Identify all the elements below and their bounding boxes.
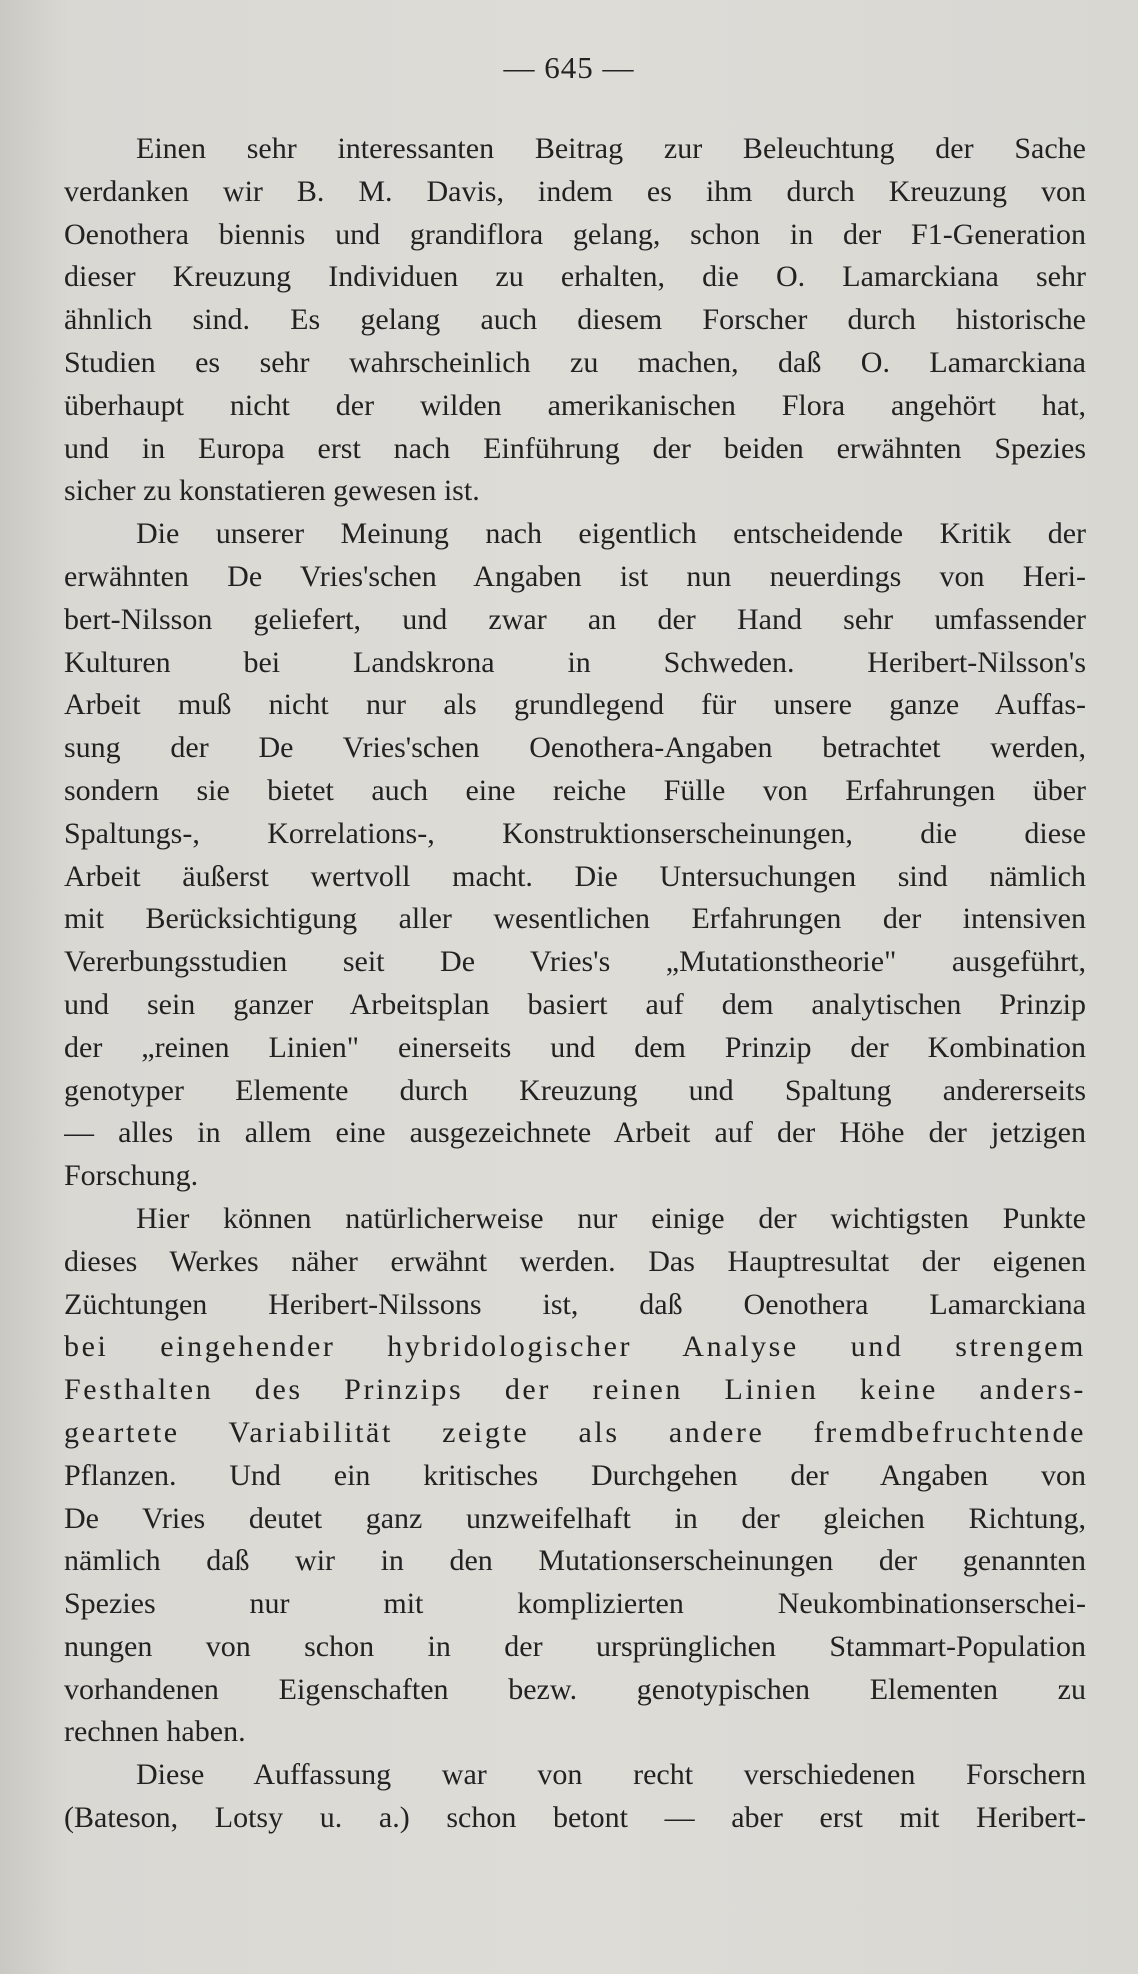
text-line: und sein ganzer Arbeitsplan basiert auf dem analytischen Prinzip — [64, 987, 1086, 1021]
text-line: bei eingehender hybridologischer Analyse und strengem — [64, 1330, 1086, 1364]
text-line: Züchtungen Heribert-Nilssons ist, daß Oenothera Lamarckiana — [64, 1287, 1086, 1321]
text-line: Diese Auffassung war von recht verschiedenen Forschern — [136, 1758, 1086, 1792]
text-line: der „reinen Linien" einerseits und dem Prinzip der Kombination — [64, 1030, 1086, 1064]
text-line: sicher zu konstatieren gewesen ist. — [64, 474, 480, 508]
text-line: Spezies nur mit komplizierten Neukombinationserschei- — [64, 1587, 1086, 1621]
text-line: sondern sie bietet auch eine reiche Fülle von Erfahrungen über — [64, 773, 1086, 807]
text-line: Arbeit äußerst wertvoll macht. Die Untersuchungen sind nämlich — [64, 859, 1086, 893]
text-line: sung der De Vries'schen Oenothera-Angaben betrachtet werden, — [64, 731, 1086, 765]
text-line: Forschung. — [64, 1159, 199, 1193]
text-line: Die unserer Meinung nach eigentlich entscheidende Kritik der — [136, 517, 1086, 551]
text-line: De Vries deutet ganz unzweifelhaft in der gleichen Richtung, — [64, 1501, 1086, 1535]
text-line: Spaltungs-, Korrelations-, Konstruktionserscheinungen, die diese — [64, 816, 1086, 850]
text-line: genotyper Elemente durch Kreuzung und Spaltung andererseits — [64, 1073, 1086, 1107]
body-text — [64, 128, 1086, 1840]
text-line: und in Europa erst nach Einführung der beiden erwähnten Spezies — [64, 431, 1086, 465]
text-line: rechnen haben. — [64, 1715, 246, 1749]
text-line: mit Berücksichtigung aller wesentlichen Erfahrungen der intensiven — [64, 902, 1086, 936]
text-line: nungen von schon in der ursprünglichen Stammart-Population — [64, 1629, 1086, 1663]
text-line: Vererbungsstudien seit De Vries's „Mutationstheorie" ausgeführt, — [64, 945, 1086, 979]
text-line: Einen sehr interessanten Beitrag zur Beleuchtung der Sache — [136, 132, 1086, 165]
text-line: bert-Nilsson geliefert, und zwar an der Hand sehr umfassender — [64, 602, 1086, 636]
text-line: verdanken wir B. M. Davis, indem es ihm durch Kreuzung von — [64, 174, 1086, 208]
text-line: nämlich daß wir in den Mutationserscheinungen der genannten — [64, 1544, 1086, 1578]
text-line: dieser Kreuzung Individuen zu erhalten, die O. Lamarckiana sehr — [64, 260, 1086, 294]
text-line: Oenothera biennis und grandiflora gelang, schon in der F1-Generation — [64, 217, 1086, 251]
text-line: Arbeit muß nicht nur als grundlegend für unsere ganze Auffas- — [64, 688, 1086, 722]
text-line: Pflanzen. Und ein kritisches Durchgehen der Angaben von — [64, 1458, 1086, 1492]
text-line: dieses Werkes näher erwähnt werden. Das Hauptresultat der eigenen — [64, 1244, 1086, 1278]
text-line: Hier können natürlicherweise nur einige der wichtigsten Punkte — [136, 1201, 1086, 1235]
text-line: vorhandenen Eigenschaften bezw. genotypischen Elementen zu — [64, 1672, 1086, 1706]
text-line: Kulturen bei Landskrona in Schweden. Heribert-Nilsson's — [64, 645, 1086, 679]
text-line: Studien es sehr wahrscheinlich zu machen, daß O. Lamarckiana — [64, 345, 1086, 379]
text-line: — alles in allem eine ausgezeichnete Arbeit auf der Höhe der jetzigen — [64, 1116, 1086, 1150]
text-line: überhaupt nicht der wilden amerikanischen Flora angehört hat, — [64, 388, 1086, 422]
text-line: geartete Variabilität zeigte als andere fremdbefruchtende — [64, 1415, 1086, 1449]
page-number: — 645 — — [503, 50, 635, 85]
text-line: erwähnten De Vries'schen Angaben ist nun neuerdings von Heri- — [64, 559, 1086, 593]
text-line: Festhalten des Prinzips der reinen Linien keine anders- — [64, 1373, 1086, 1407]
text-line: ähnlich sind. Es gelang auch diesem Forscher durch historische — [64, 303, 1086, 337]
text-line: (Bateson, Lotsy u. a.) schon betont — aber erst mit Heribert- — [64, 1801, 1086, 1835]
